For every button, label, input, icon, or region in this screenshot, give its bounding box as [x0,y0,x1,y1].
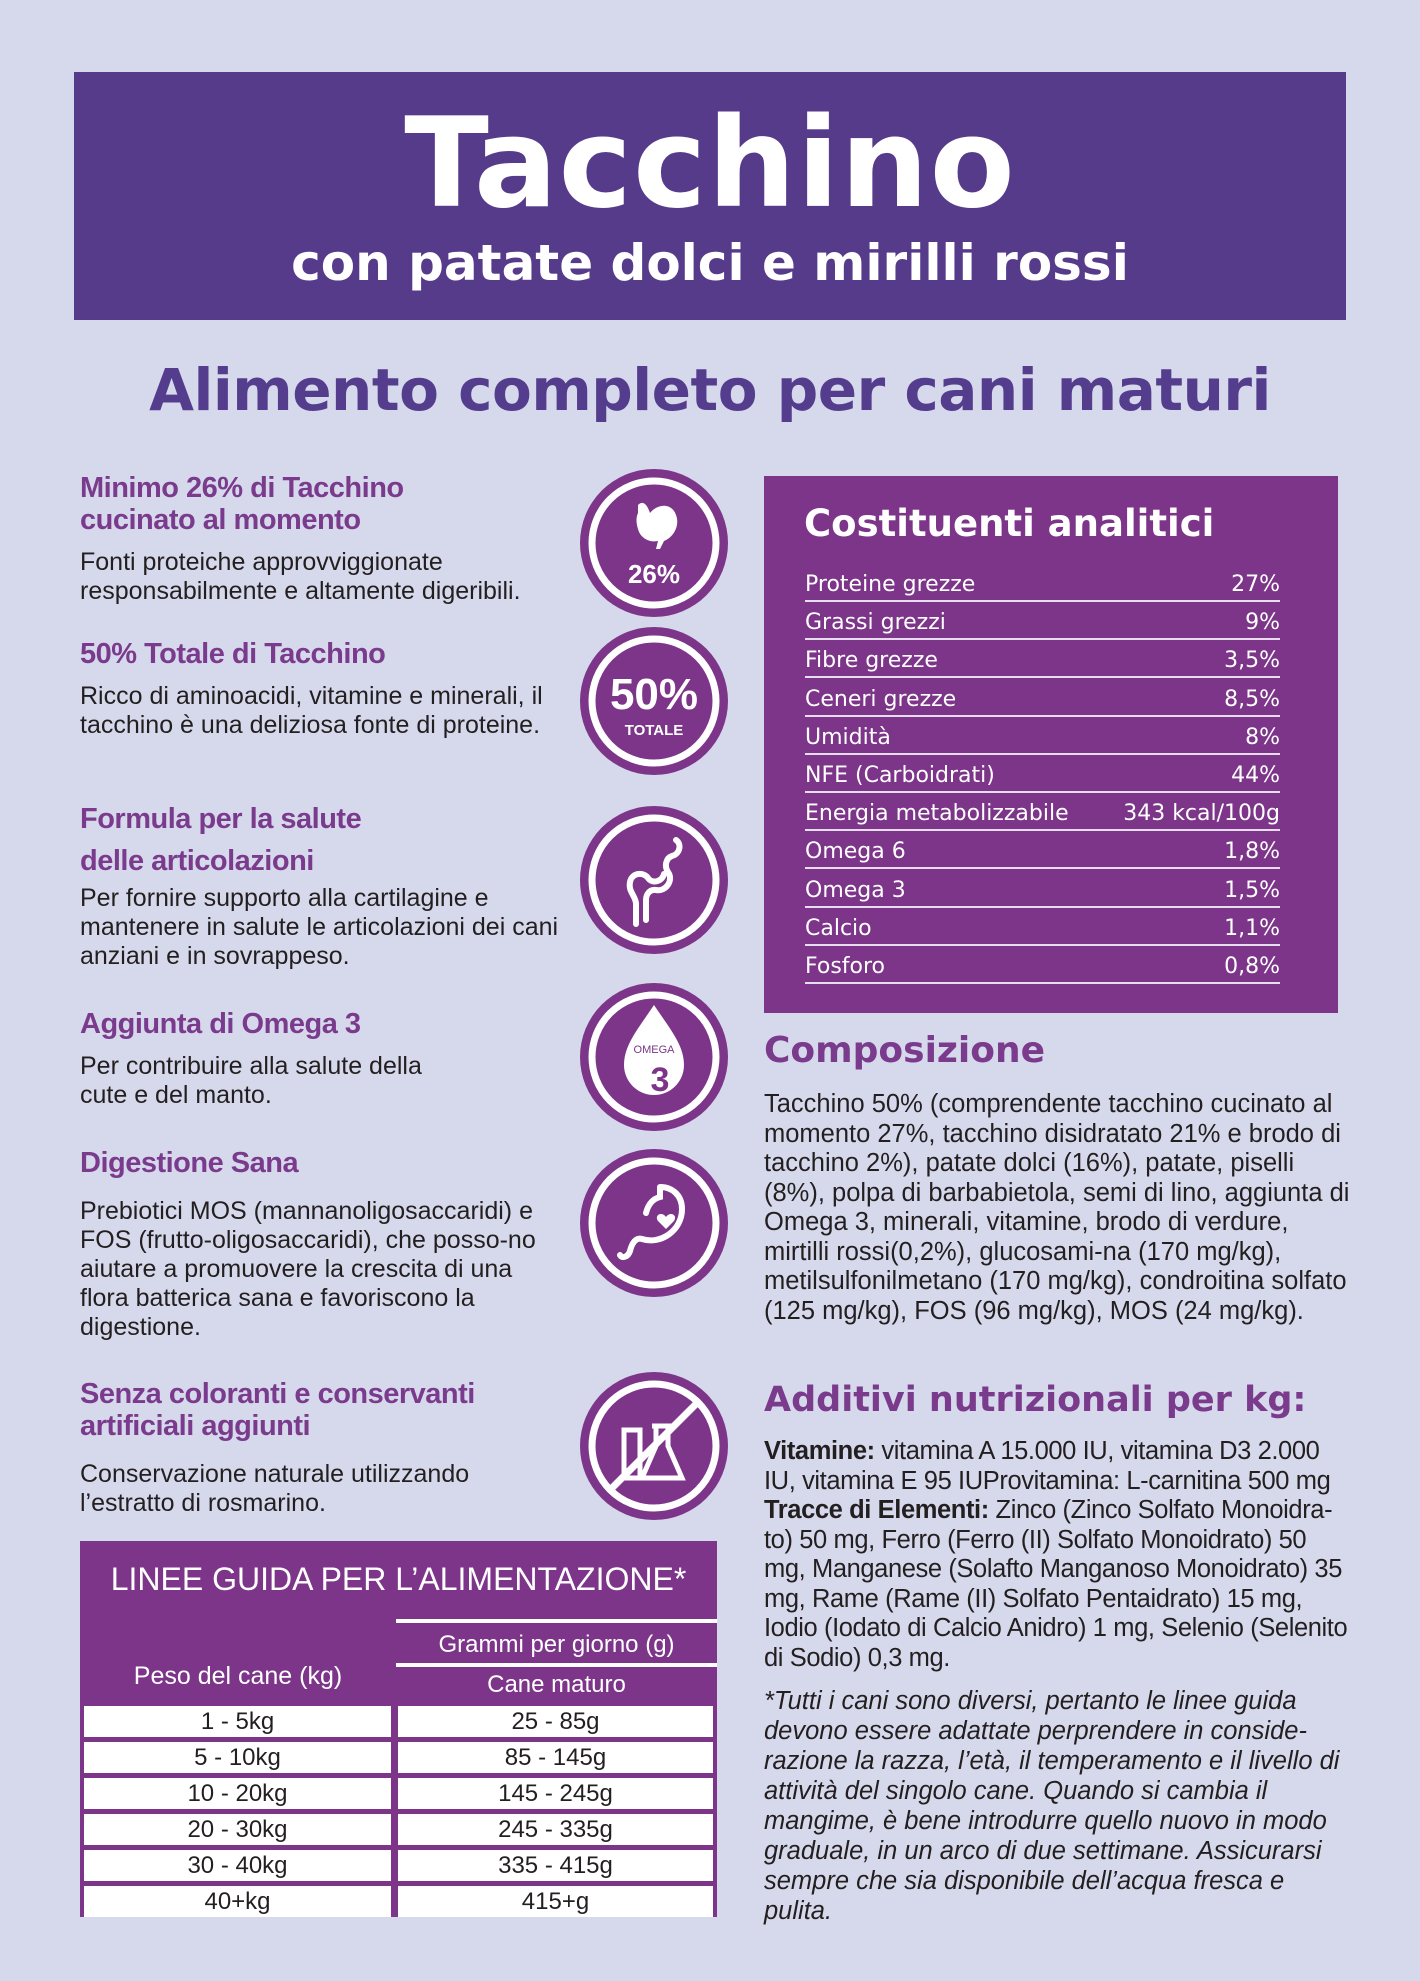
row-value: 27% [1231,572,1280,597]
row-label: Calcio [805,915,872,941]
weight-cell: 40+kg [84,1886,391,1917]
trace-elements-label: Tracce di Elementi: [764,1496,989,1524]
row-value: 343 kcal/100g [1123,801,1280,827]
composition-heading: Composizione [764,1030,1046,1071]
weight-cell: 20 - 30kg [84,1814,391,1845]
row-value: 1,8% [1224,839,1280,865]
feature-title: Digestione Sana [80,1147,299,1179]
feature-title: delle articolazioni [80,845,314,877]
feature-body: Fonti proteiche approvviggionate responsabilmente e altamente digeribili. [80,548,521,605]
feature-total-turkey [80,638,580,740]
col-header-mature-dog: Cane maturo [487,1671,626,1698]
row-label: Umidità [805,724,891,750]
grams-cell: 335 - 415g [398,1850,713,1881]
feeding-guidelines-table [80,1541,717,1917]
feature-fresh-turkey [80,472,580,606]
grams-cell: 85 - 145g [398,1742,713,1773]
row-label: Omega 6 [805,839,906,865]
grams-cell: 415+g [398,1886,713,1917]
row-label: Proteine grezze [805,572,976,597]
col-header-grams: Grammi per giorno (g) [438,1631,675,1658]
badge-text: 50% [609,670,699,719]
analytical-row [805,870,1280,908]
weight-cell: 10 - 20kg [84,1778,391,1809]
feature-digestion [80,1147,580,1342]
footnote: *Tutti i cani sono diversi, pertanto le linee guida devono essere adattate perprendere in conside-razione la razza, l’età, il temperamento e il livello di attività del singolo cane. Quando si cambia il mangime, è bene introdurre quello nuovo in modo graduale, in un arco di due settimane. Assicurarsi sempre che sia disponibile dell’acqua fresca e pulita. [764,1687,1340,1925]
feature-no-additives [80,1378,580,1518]
feature-title: cucinato al momento [80,504,361,536]
stomach-icon [578,1147,730,1299]
analytical-row [805,755,1280,793]
feature-body: Per fornire supporto alla cartilagine e mantenere in salute le articolazioni dei cani anziani e in sovrappeso. [80,884,559,970]
composition-body: Tacchino 50% (comprendente tacchino cucinato al momento 27%, tacchino disidratato 21% e brodo di tacchino 2%), patate dolci (16%), patate, piselli (8%), polpa di barbabietola, semi di lino, aggiunta di Omega 3, minerali, vitamine, brodo di verdure, mirtilli rossi(0,2%), glucosami-na (170 mg/kg), metilsulfonilmetano (170 mg/kg), condroitina solfato (125 mg/kg), FOS (96 mg/kg), MOS (24 mg/kg). [764,1090,1350,1325]
row-value: 1,5% [1224,877,1280,903]
badge-subtext: 3 [650,1061,670,1099]
vitamins-text: vitamina A 15.000 IU, vitamina D3 2.000 IU, vitamina E 95 IUProvitamina: L-carnitina 500 mg [764,1437,1331,1495]
row-label: NFE (Carboidrati) [805,763,995,788]
row-label: Grassi grezzi [805,610,946,636]
turkey-icon [578,467,730,619]
weight-cell: 30 - 40kg [84,1850,391,1881]
row-label: Fibre grezze [805,648,938,674]
analytical-row [805,640,1280,678]
row-value: 44% [1231,763,1280,788]
tagline: Alimento completo per cani maturi [149,356,1271,424]
row-value: 1,1% [1224,915,1280,941]
product-subtitle: con patate dolci e mirilli rossi [291,234,1129,292]
grams-cell: 245 - 335g [398,1814,713,1845]
feature-title: Senza coloranti e conservanti [80,1378,475,1410]
row-label: Energia metabolizzabile [805,801,1069,827]
row-value: 8,5% [1224,686,1280,712]
analytical-row [805,946,1280,984]
weight-cell: 1 - 5kg [84,1706,391,1737]
feature-body: Per contribuire alla salute della cute e del manto. [80,1052,422,1109]
weight-cell: 5 - 10kg [84,1742,391,1773]
no-chemicals-icon [578,1370,730,1522]
row-value: 3,5% [1224,648,1280,674]
feature-omega3 [80,1008,580,1110]
feature-body: Prebiotici MOS (mannanoligosaccaridi) e FOS (frutto-oligosaccaridi), che posso-no aiutare a promuovere la crescita di una flora batterica sana e favoriscono la digestione. [80,1197,536,1341]
feature-body: Conservazione naturale utilizzando l’estratto di rosmarino. [80,1460,470,1517]
feature-title: Aggiunta di Omega 3 [80,1008,361,1040]
grams-cell: 145 - 245g [398,1778,713,1809]
badge-subtext: TOTALE [624,722,684,739]
feature-joints [80,798,580,971]
analytical-row [805,831,1280,869]
fifty-percent-icon [578,625,730,777]
vitamins-label: Vitamine: [764,1437,875,1465]
analytical-row [805,793,1280,831]
analytical-row [805,717,1280,755]
trace-elements-text: Zinco (Zinco Solfato Monoidra-to) 50 mg, Ferro (Ferro (II) Solfato Monoidrato) 50 mg, Manganese (Solafto Manganoso Monoidrato) 35 mg, Rame (Rame (II) Solfato Pentaidrato) 15 mg, Iodio (Iodato di Calcio Anidro) 1 mg, Selenio (Selenito di Sodio) 0,3 mg. [764,1496,1348,1672]
row-label: Fosforo [805,954,886,979]
table-title: LINEE GUIDA PER L’ALIMENTAZIONE* [110,1561,687,1597]
feature-title: artificiali aggiunti [80,1410,311,1442]
analytical-row [805,679,1280,717]
col-header-weight: Peso del cane (kg) [133,1662,343,1690]
feature-title: 50% Totale di Tacchino [80,638,386,670]
panel-title: Costituenti analitici [804,502,1215,545]
additives-heading: Additivi nutrizionali per kg: [764,1380,1307,1420]
row-label: Omega 3 [805,877,906,903]
grams-cell: 25 - 85g [398,1706,713,1737]
row-label: Ceneri grezze [805,686,957,712]
feature-title: Minimo 26% di Tacchino [80,472,404,504]
analytical-row [805,564,1280,602]
badge-text: 26% [627,559,681,589]
row-value: 9% [1245,610,1280,636]
analytical-row [805,602,1280,640]
feature-title: Formula per la salute [80,803,362,835]
badge-text: OMEGA [633,1044,675,1056]
feature-body: Ricco di aminoacidi, vitamine e minerali, il tacchino è una deliziosa fonte di proteine. [80,682,543,739]
product-title: Tacchino [404,92,1016,236]
analytical-row [805,908,1280,946]
title-banner [74,72,1346,320]
additives-body [764,1437,1349,1673]
joint-icon [578,804,730,956]
omega3-drop-icon [578,981,730,1133]
row-value: 0,8% [1224,954,1280,979]
analytical-constituents-panel [764,476,1338,1013]
row-value: 8% [1245,724,1280,750]
